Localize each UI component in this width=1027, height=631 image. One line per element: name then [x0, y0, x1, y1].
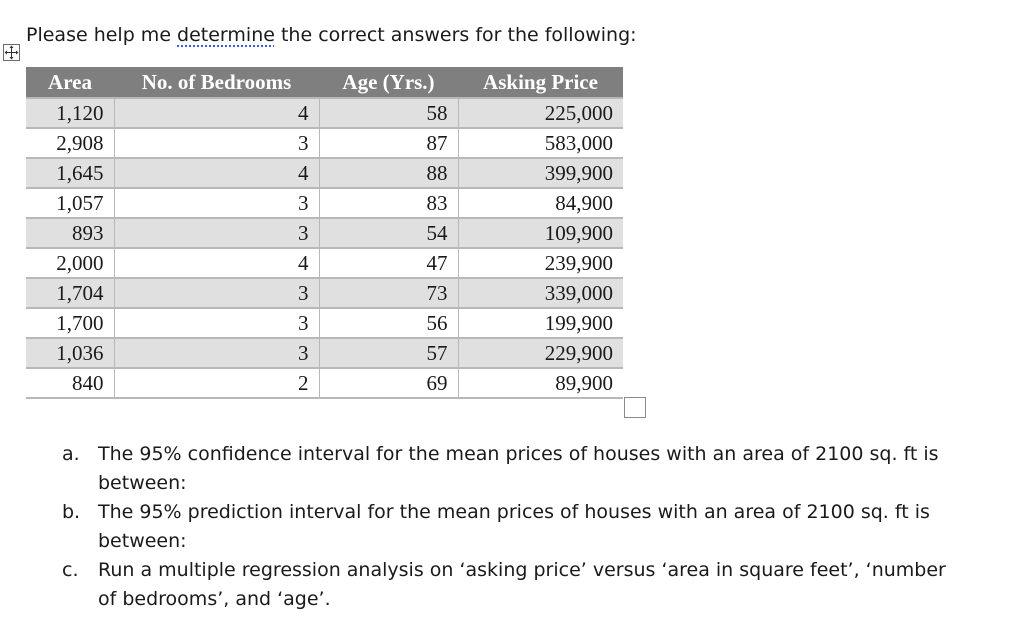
cell-bedrooms: 2	[114, 368, 319, 398]
cell-area: 1,700	[26, 308, 114, 338]
cell-area: 840	[26, 368, 114, 398]
question-item	[0, 556, 958, 614]
cell-asking-price: 339,000	[458, 278, 623, 308]
cell-age: 56	[319, 308, 458, 338]
table-row	[26, 248, 623, 278]
table-row	[26, 98, 623, 128]
question-text: The 95% confidence interval for the mean prices of houses with an area of 2100 sq. ft is between:	[98, 443, 939, 494]
cell-asking-price: 199,900	[458, 308, 623, 338]
table-row	[26, 188, 623, 218]
question-marker: b.	[62, 501, 81, 523]
question-text: The 95% prediction interval for the mean prices of houses with an area of 2100 sq. ft is between:	[98, 501, 930, 552]
cell-asking-price: 225,000	[458, 98, 623, 128]
header-area: Area	[26, 67, 114, 98]
header-age: Age (Yrs.)	[319, 67, 458, 98]
cell-asking-price: 399,900	[458, 158, 623, 188]
cell-bedrooms: 4	[114, 248, 319, 278]
housing-data-table	[26, 67, 623, 399]
cell-area: 1,704	[26, 278, 114, 308]
question-list	[0, 440, 958, 614]
table-header-row	[26, 67, 623, 98]
cell-asking-price: 229,900	[458, 338, 623, 368]
cell-area: 1,057	[26, 188, 114, 218]
cell-area: 1,645	[26, 158, 114, 188]
cell-age: 58	[319, 98, 458, 128]
intro-text	[26, 22, 637, 48]
cell-area: 893	[26, 218, 114, 248]
cell-bedrooms: 3	[114, 218, 319, 248]
move-arrows-icon[interactable]	[3, 44, 20, 61]
table-row	[26, 338, 623, 368]
cell-age: 87	[319, 128, 458, 158]
cell-age: 57	[319, 338, 458, 368]
question-item	[0, 498, 958, 556]
table-row	[26, 158, 623, 188]
cell-area: 1,036	[26, 338, 114, 368]
cell-area: 2,908	[26, 128, 114, 158]
question-marker: a.	[62, 443, 80, 465]
cell-bedrooms: 3	[114, 308, 319, 338]
table-row	[26, 218, 623, 248]
intro-suffix: the correct answers for the following:	[274, 24, 637, 46]
header-bedrooms: No. of Bedrooms	[114, 67, 319, 98]
cell-area: 1,120	[26, 98, 114, 128]
table-row	[26, 128, 623, 158]
cell-asking-price: 109,900	[458, 218, 623, 248]
table-row	[26, 368, 623, 398]
cell-bedrooms: 4	[114, 98, 319, 128]
table-resize-handle-icon[interactable]	[624, 397, 646, 418]
cell-bedrooms: 3	[114, 128, 319, 158]
cell-age: 47	[319, 248, 458, 278]
table-row	[26, 308, 623, 338]
question-item	[0, 440, 958, 498]
question-marker: c.	[62, 559, 79, 581]
cell-age: 73	[319, 278, 458, 308]
intro-prefix: Please help me	[26, 24, 178, 46]
cell-age: 69	[319, 368, 458, 398]
header-asking-price: Asking Price	[458, 67, 623, 98]
cell-bedrooms: 4	[114, 158, 319, 188]
intro-highlight-word: determine	[177, 24, 275, 46]
cell-bedrooms: 3	[114, 188, 319, 218]
cell-asking-price: 89,900	[458, 368, 623, 398]
cell-bedrooms: 3	[114, 338, 319, 368]
cell-asking-price: 239,900	[458, 248, 623, 278]
table-row	[26, 278, 623, 308]
question-text: Run a multiple regression analysis on ‘asking price’ versus ‘area in square feet’, ‘number of bedrooms’, and ‘age’.	[98, 559, 946, 610]
cell-age: 83	[319, 188, 458, 218]
cell-bedrooms: 3	[114, 278, 319, 308]
cell-area: 2,000	[26, 248, 114, 278]
cell-asking-price: 84,900	[458, 188, 623, 218]
cell-age: 54	[319, 218, 458, 248]
cell-age: 88	[319, 158, 458, 188]
cell-asking-price: 583,000	[458, 128, 623, 158]
